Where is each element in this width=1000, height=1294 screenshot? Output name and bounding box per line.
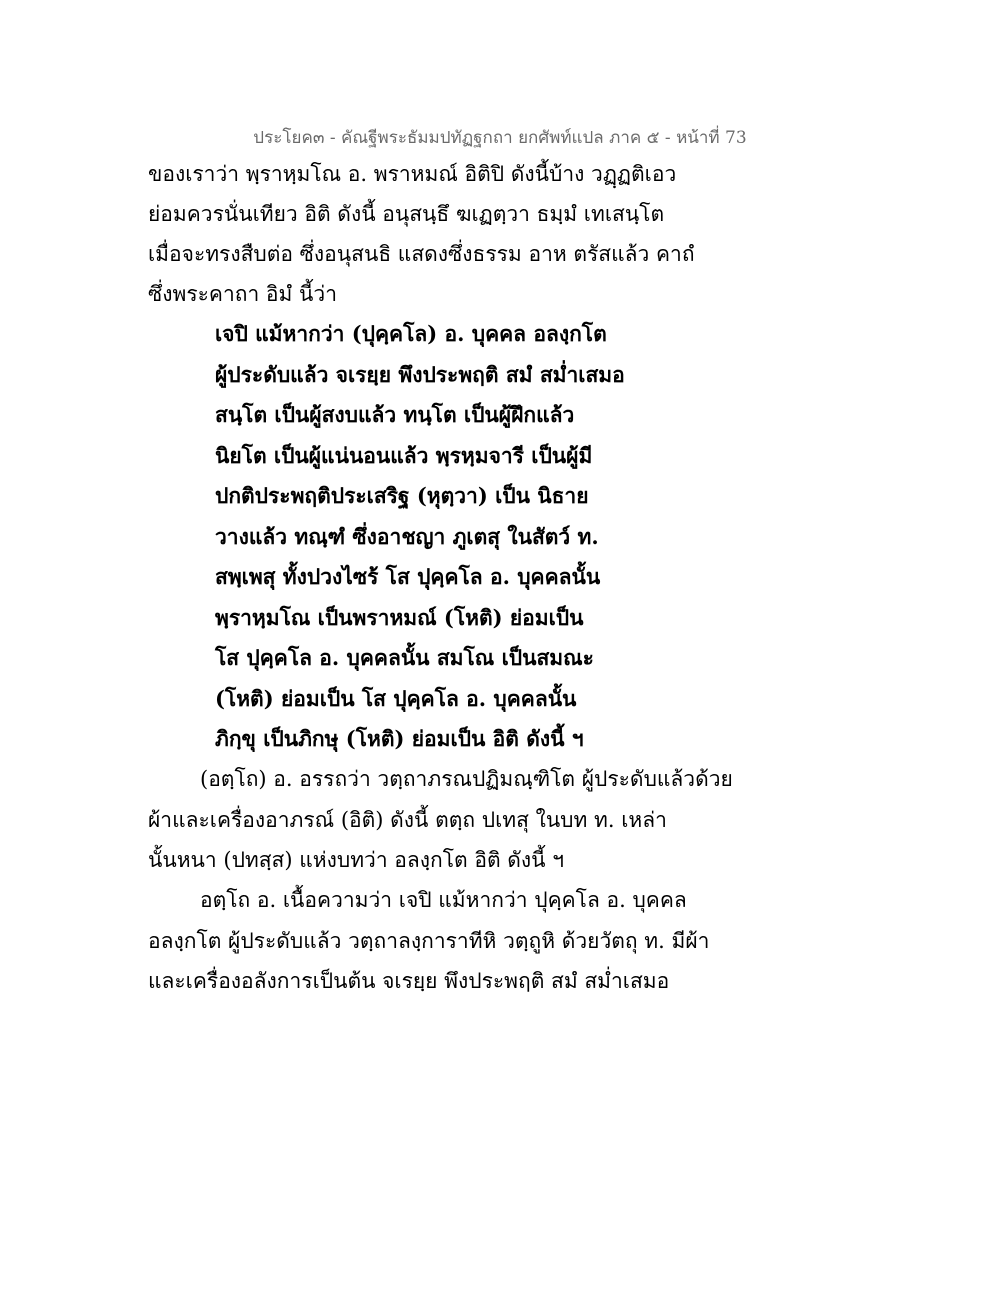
commentary-line: นั้นหนา (ปทสฺส) แห่งบทว่า อลงฺกโต อิติ ดังนี้ ฯ (148, 848, 564, 872)
commentary-line: (อตฺโถ) อ. อรรถว่า วตฺถาภรณปฏิมณฺฑิโต ผู้ประดับแล้วด้วย (200, 767, 733, 791)
page-header: ประโยค๓ - คัณฐีพระธัมมปทัฏฐกถา ยกศัพท์แปล ภาค ๕ - หน้าที่ 73 (253, 128, 747, 148)
meaning-line: อตฺโถ อ. เนื้อความว่า เจปิ แม้หากว่า ปุคฺคโล อ. บุคคล (200, 888, 687, 912)
verse-line: ผู้ประดับแล้ว จเรยฺย พึงประพฤติ สมํ สม่ำเสมอ (215, 362, 625, 387)
intro-line: ของเราว่า พฺราหฺมโณ อ. พราหมณ์ อิติปิ ดังนี้บ้าง วฏฺฏติเอว (148, 162, 677, 186)
verse-line: ปกติประพฤติประเสริฐ (หุตฺวา) เป็น นิธาย (215, 483, 589, 508)
verse-line: เจปิ แม้หากว่า (ปุคฺคโล) อ. บุคคล อลงฺกโต (215, 321, 607, 346)
meaning-line: และเครื่องอลังการเป็นต้น จเรยฺย พึงประพฤติ สมํ สม่ำเสมอ (148, 969, 670, 993)
verse-line: (โหติ) ย่อมเป็น โส ปุคฺคโล อ. บุคคลนั้น (215, 686, 577, 711)
verse-line: สนฺโต เป็นผู้สงบแล้ว ทนฺโต เป็นผู้ฝึกแล้ว (215, 402, 575, 427)
verse-line: ภิกฺขุ เป็นภิกษุ (โหติ) ย่อมเป็น อิติ ดังนี้ ฯ (215, 726, 584, 751)
verse-line: โส ปุคฺคโล อ. บุคคลนั้น สมโณ เป็นสมณะ (215, 645, 594, 670)
verse-line: วางแล้ว ทณฺฑํ ซึ่งอาชญา ภูเตสุ ในสัตว์ ท. (215, 524, 599, 549)
commentary-line: ผ้าและเครื่องอาภรณ์ (อิติ) ดังนี้ ตตฺถ ปเทสุ ในบท ท. เหล่า (148, 808, 667, 832)
meaning-line: อลงฺกโต ผู้ประดับแล้ว วตฺถาลงฺการาทีหิ วตฺถูหิ ด้วยวัตถุ ท. มีผ้า (148, 929, 710, 953)
verse-line: พฺราหฺมโณ เป็นพราหมณ์ (โหติ) ย่อมเป็น (215, 605, 584, 630)
verse-line: สพฺเพสุ ทั้งปวงไซร้ โส ปุคฺคโล อ. บุคคลนั้น (215, 564, 601, 589)
intro-line: ย่อมควรนั่นเทียว อิติ ดังนี้ อนุสนฺธึ ฆเฏตฺวา ธมฺมํ เทเสนฺโต (148, 202, 665, 226)
verse-line: นิยโต เป็นผู้แน่นอนแล้ว พฺรหฺมจารี เป็นผู้มี (215, 443, 593, 468)
intro-line: เมื่อจะทรงสืบต่อ ซึ่งอนุสนธิ แสดงซึ่งธรรม อาห ตรัสแล้ว คาถํ (148, 242, 695, 266)
intro-line: ซึ่งพระคาถา อิมํ นี้ว่า (148, 282, 337, 306)
